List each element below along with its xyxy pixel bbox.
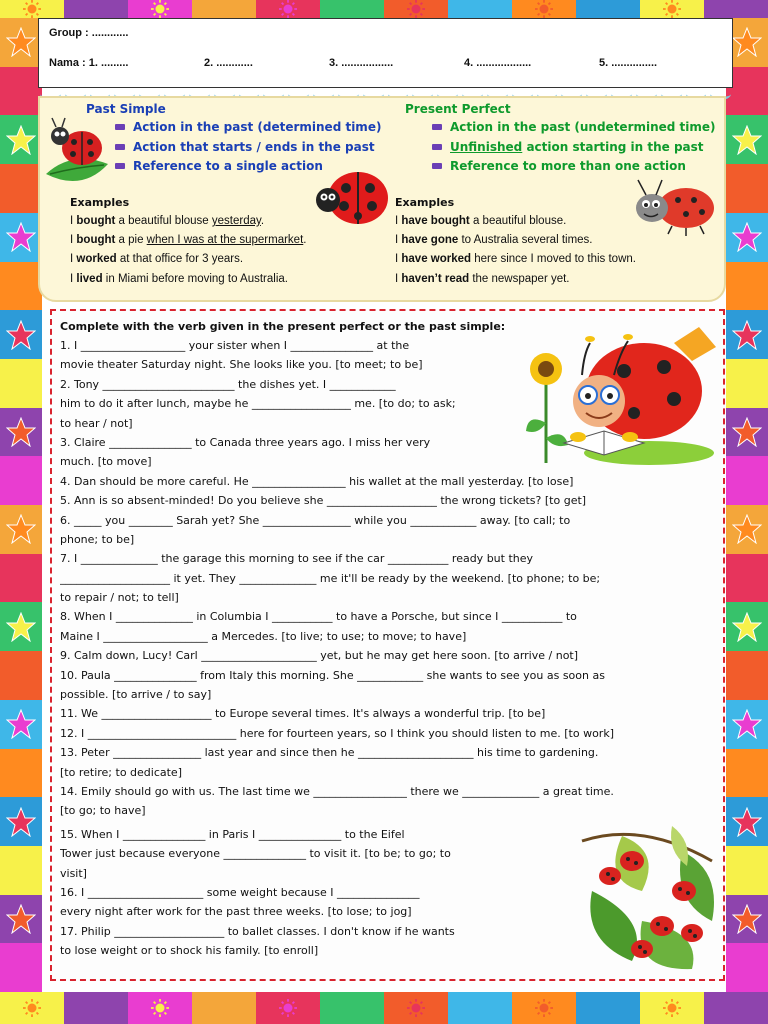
exercise-line[interactable]: ____________________ it yet. They ______________ me it'll be ready by the weekend. [to phone; to be; xyxy=(60,571,601,585)
sun-icon xyxy=(407,0,425,18)
star-icon xyxy=(6,514,36,544)
exercise-line[interactable]: 13. Peter ________________ last year and since then he _____________________ his time to gardening. xyxy=(60,746,599,760)
rule-item: Unfinished action starting in the past xyxy=(432,138,716,158)
rule-item: Action that starts / ends in the past xyxy=(115,138,381,158)
star-icon xyxy=(732,320,762,350)
star-icon xyxy=(6,320,36,350)
past-simple-title: Past Simple xyxy=(86,102,166,116)
exercise-line[interactable]: to hear / not] xyxy=(60,416,133,430)
star-icon xyxy=(732,222,762,252)
star-icon xyxy=(732,417,762,447)
example-sentence: I have worked here since I moved to this town. xyxy=(395,253,636,266)
sun-icon xyxy=(279,0,297,18)
left-border xyxy=(0,18,42,992)
star-icon xyxy=(6,125,36,155)
name-field-1[interactable]: Nama : 1. ......... xyxy=(49,57,129,69)
name-field-5[interactable]: 5. ............... xyxy=(599,57,658,69)
sun-icon xyxy=(23,0,41,18)
rule-item: Reference to more than one action xyxy=(432,157,716,177)
sun-icon xyxy=(151,0,169,18)
exercise-line[interactable]: movie theater Saturday night. She looks like you. [to meet; to be] xyxy=(60,358,423,372)
exercise-line[interactable]: 5. Ann is so absent-minded! Do you believe she ____________________ the wrong tickets? [to get] xyxy=(60,494,587,508)
exercise-line[interactable]: 17. Philip ____________________ to ballet classes. I don't know if he wants xyxy=(60,924,455,938)
star-icon xyxy=(732,125,762,155)
star-icon xyxy=(732,807,762,837)
top-border xyxy=(0,0,768,18)
exercise-line[interactable]: every night after work for the past three weeks. [to lose; to jog] xyxy=(60,905,412,919)
sun-icon xyxy=(535,0,553,18)
right-border xyxy=(726,18,768,992)
name-field-2[interactable]: 2. ............ xyxy=(204,57,253,69)
exercise-line[interactable]: 10. Paula _______________ from Italy this morning. She ____________ she wants to see you as soon as xyxy=(60,668,605,682)
exercise-line[interactable]: 11. We ____________________ to Europe several times. It's always a wonderful trip. [to be] xyxy=(60,707,546,721)
star-icon xyxy=(6,417,36,447)
present-perfect-examples xyxy=(395,212,636,289)
present-perfect-title: Present Perfect xyxy=(405,102,511,116)
grammar-reference-box xyxy=(38,96,726,302)
star-icon xyxy=(732,514,762,544)
exercise-line[interactable]: possible. [to arrive / to say] xyxy=(60,688,212,702)
name-field-3[interactable]: 3. ................. xyxy=(329,57,394,69)
exercise-line[interactable]: him to do it after lunch, maybe he __________________ me. [to do; to ask; xyxy=(60,397,456,411)
present-perfect-examples-title: Examples xyxy=(395,196,455,209)
exercise-line[interactable]: 15. When I _______________ in Paris I _______________ to the Eifel xyxy=(60,827,405,841)
sun-icon xyxy=(663,999,681,1017)
sunflower-ladybug-illustration xyxy=(524,313,720,473)
exercise-line[interactable]: visit] xyxy=(60,866,87,880)
sun-icon xyxy=(407,999,425,1017)
past-simple-examples-title: Examples xyxy=(70,196,130,209)
ladybug-icon xyxy=(628,174,720,236)
exercise-line[interactable]: Maine I ___________________ a Mercedes. [to live; to use; to move; to have] xyxy=(60,629,467,643)
rule-item: Action in the past (undetermined time) xyxy=(432,118,716,138)
example-sentence: I lived in Miami before moving to Australia. xyxy=(70,272,288,285)
star-icon xyxy=(732,709,762,739)
star-icon xyxy=(6,904,36,934)
exercise-line[interactable]: [to retire; to dedicate] xyxy=(60,765,182,779)
exercise-line[interactable]: 14. Emily should go with us. The last time we _________________ there we ______________ a great time. xyxy=(60,784,614,798)
exercise-line[interactable]: to lose weight or to shock his family. [to enroll] xyxy=(60,944,319,958)
exercise-line[interactable]: [to go; to have] xyxy=(60,804,146,818)
student-info-box xyxy=(38,18,733,88)
star-icon xyxy=(6,27,36,57)
ladybug-leaf-icon xyxy=(42,112,112,192)
star-icon xyxy=(732,904,762,934)
sun-icon xyxy=(279,999,297,1017)
exercise-line[interactable]: phone; to be] xyxy=(60,532,135,546)
past-simple-examples xyxy=(70,212,306,289)
group-field[interactable]: Group : ............ xyxy=(49,27,129,39)
present-perfect-rules xyxy=(432,118,716,177)
star-icon xyxy=(6,612,36,642)
sun-icon xyxy=(663,0,681,18)
rule-item: Action in the past (determined time) xyxy=(115,118,381,138)
exercise-line[interactable]: Tower just because everyone _______________ to visit it. [to be; to go; to xyxy=(60,847,451,861)
example-sentence: I have bought a beautiful blouse. xyxy=(395,215,567,227)
exercise-line[interactable]: 6. _____ you ________ Sarah yet? She ________________ while you ____________ away. [to call; to xyxy=(60,513,571,527)
exercise-line[interactable]: much. [to move] xyxy=(60,455,152,469)
ladybugs-on-leaves-illustration xyxy=(572,821,722,971)
star-icon xyxy=(732,27,762,57)
sun-icon xyxy=(23,999,41,1017)
sun-icon xyxy=(151,999,169,1017)
star-icon xyxy=(6,709,36,739)
exercise-line[interactable]: 9. Calm down, Lucy! Carl _____________________ yet, but he may get here soon. [to arrive / not] xyxy=(60,649,579,663)
exercise-line[interactable]: 12. I ___________________________ here for fourteen years, so I think you should listen to me. [to work] xyxy=(60,726,614,740)
exercise-line[interactable]: 3. Claire _______________ to Canada three years ago. I miss her very xyxy=(60,435,431,449)
example-sentence: I have gone to Australia several times. xyxy=(395,234,593,247)
example-sentence: I haven’t read the newspaper yet. xyxy=(395,272,570,285)
rule-item: Reference to a single action xyxy=(115,157,381,177)
name-field-4[interactable]: 4. .................. xyxy=(464,57,532,69)
ladybug-icon xyxy=(312,166,392,228)
star-icon xyxy=(732,612,762,642)
exercise-box xyxy=(50,309,725,981)
exercise-line[interactable]: 2. Tony ________________________ the dishes yet. I ____________ xyxy=(60,377,396,391)
exercise-line[interactable]: 8. When I ______________ in Columbia I ___________ to have a Porsche, but since I ___________ to xyxy=(60,610,577,624)
example-sentence: I worked at that office for 3 years. xyxy=(70,253,244,266)
exercise-line[interactable]: 7. I ______________ the garage this morning to see if the car ___________ ready but they xyxy=(60,552,534,566)
exercise-line[interactable]: to repair / not; to tell] xyxy=(60,591,179,605)
exercise-heading: Complete with the verb given in the present perfect or the past simple: xyxy=(60,320,506,333)
sun-icon xyxy=(535,999,553,1017)
example-sentence: I bought a beautiful blouse yesterday. xyxy=(70,215,265,227)
star-icon xyxy=(6,222,36,252)
exercise-line[interactable]: 1. I ___________________ your sister when I _______________ at the xyxy=(60,339,410,352)
star-icon xyxy=(6,807,36,837)
exercise-line[interactable]: 4. Dan should be more careful. He _________________ his wallet at the mall yesterday. [to lose] xyxy=(60,474,574,488)
bottom-border xyxy=(0,992,768,1024)
example-sentence: I bought a pie when I was at the supermarket. xyxy=(70,234,307,247)
exercise-line[interactable]: 16. I _____________________ some weight because I _______________ xyxy=(60,885,420,899)
